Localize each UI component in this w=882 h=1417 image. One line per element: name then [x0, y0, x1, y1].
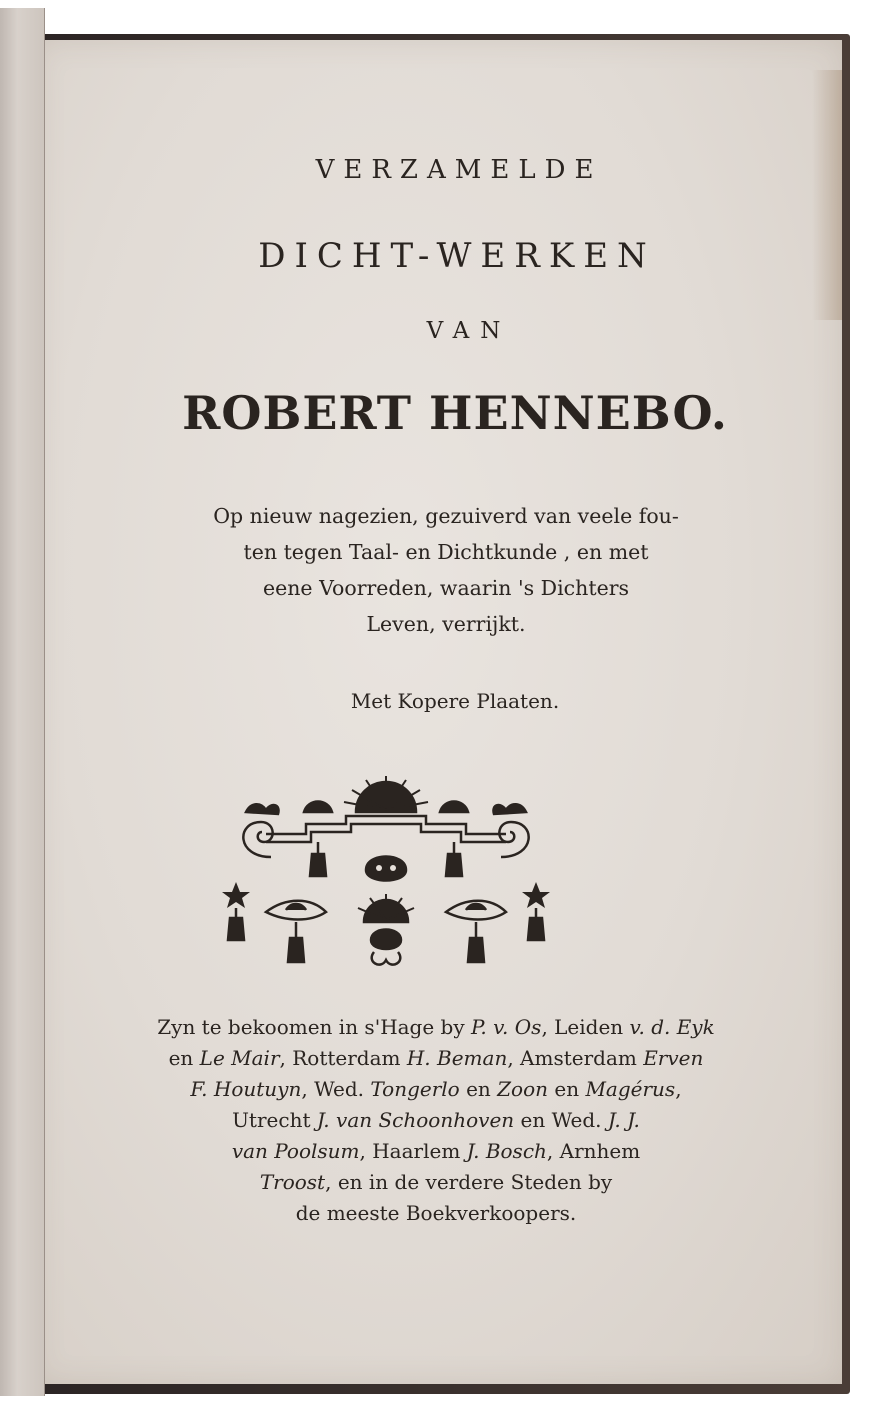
imprint-line [86, 1198, 786, 1229]
imprint-text: , [675, 1077, 682, 1101]
imprint-name: Erven [643, 1046, 704, 1070]
previous-page-edge [0, 8, 45, 1396]
imprint-text: en Wed. [514, 1108, 608, 1132]
imprint-name: Zoon [497, 1077, 549, 1101]
subtitle-line: Leven, verrijkt. [366, 612, 526, 636]
imprint-text: , Leiden [541, 1015, 630, 1039]
imprint-line [86, 1105, 786, 1136]
imprint-text: de meeste Boekverkoopers. [295, 1201, 577, 1225]
imprint-name: F. Houtuyn [190, 1077, 302, 1101]
imprint-name: H. Beman [406, 1046, 508, 1070]
imprint-text: , Arnhem [546, 1139, 641, 1163]
plates-note: Met Kopere Plaaten. [350, 689, 560, 713]
subtitle [116, 498, 776, 642]
imprint-text: Zyn te bekoomen in s'Hage by [157, 1015, 472, 1039]
subtitle-line: eene Voorreden, waarin 's Dichters [262, 576, 630, 600]
imprint-name: J. Bosch [466, 1139, 547, 1163]
imprint-text: en [168, 1046, 200, 1070]
imprint-line [86, 1043, 786, 1074]
title-line-van: VAN [426, 318, 512, 344]
imprint-line [86, 1136, 786, 1167]
page-content [36, 40, 842, 1384]
imprint-name: Troost [259, 1170, 326, 1194]
imprint-text: Utrecht [232, 1108, 317, 1132]
imprint-text: , Rotterdam [279, 1046, 407, 1070]
title-line-verzamelde: VERZAMELDE [315, 155, 603, 185]
imprint-text: , en in de verdere Steden by [325, 1170, 613, 1194]
imprint-name: J. van Schoonhoven [316, 1108, 515, 1132]
imprint-name: J. J. [607, 1108, 640, 1132]
imprint-text: en [548, 1077, 586, 1101]
author-name: ROBERT HENNEBO. [182, 386, 728, 440]
imprint-text: , Wed. [301, 1077, 371, 1101]
imprint-text: en [459, 1077, 498, 1101]
imprint-name: Le Mair [199, 1046, 280, 1070]
title-line-dicht-werken: DICHT-WERKEN [258, 236, 656, 276]
imprint-name: P. v. Os [471, 1015, 542, 1039]
imprint-line [86, 1012, 786, 1043]
subtitle-line: Op nieuw nagezien, gezuiverd van veele fou- [213, 504, 679, 528]
woodcut-ornament [216, 772, 556, 972]
imprint-name: Tongerlo [370, 1077, 460, 1101]
imprint-line [86, 1074, 786, 1105]
imprint-line [86, 1167, 786, 1198]
imprint-text: , Amsterdam [507, 1046, 644, 1070]
book [0, 8, 852, 1396]
imprint-name: v. d. Eyk [629, 1015, 715, 1039]
imprint-name: Magérus [585, 1077, 676, 1101]
imprint [86, 1012, 786, 1229]
imprint-text: , Haarlem [359, 1139, 467, 1163]
imprint-name: van Poolsum [231, 1139, 360, 1163]
subtitle-line: ten tegen Taal- en Dichtkunde , en met [243, 540, 649, 564]
title-page [36, 40, 842, 1384]
